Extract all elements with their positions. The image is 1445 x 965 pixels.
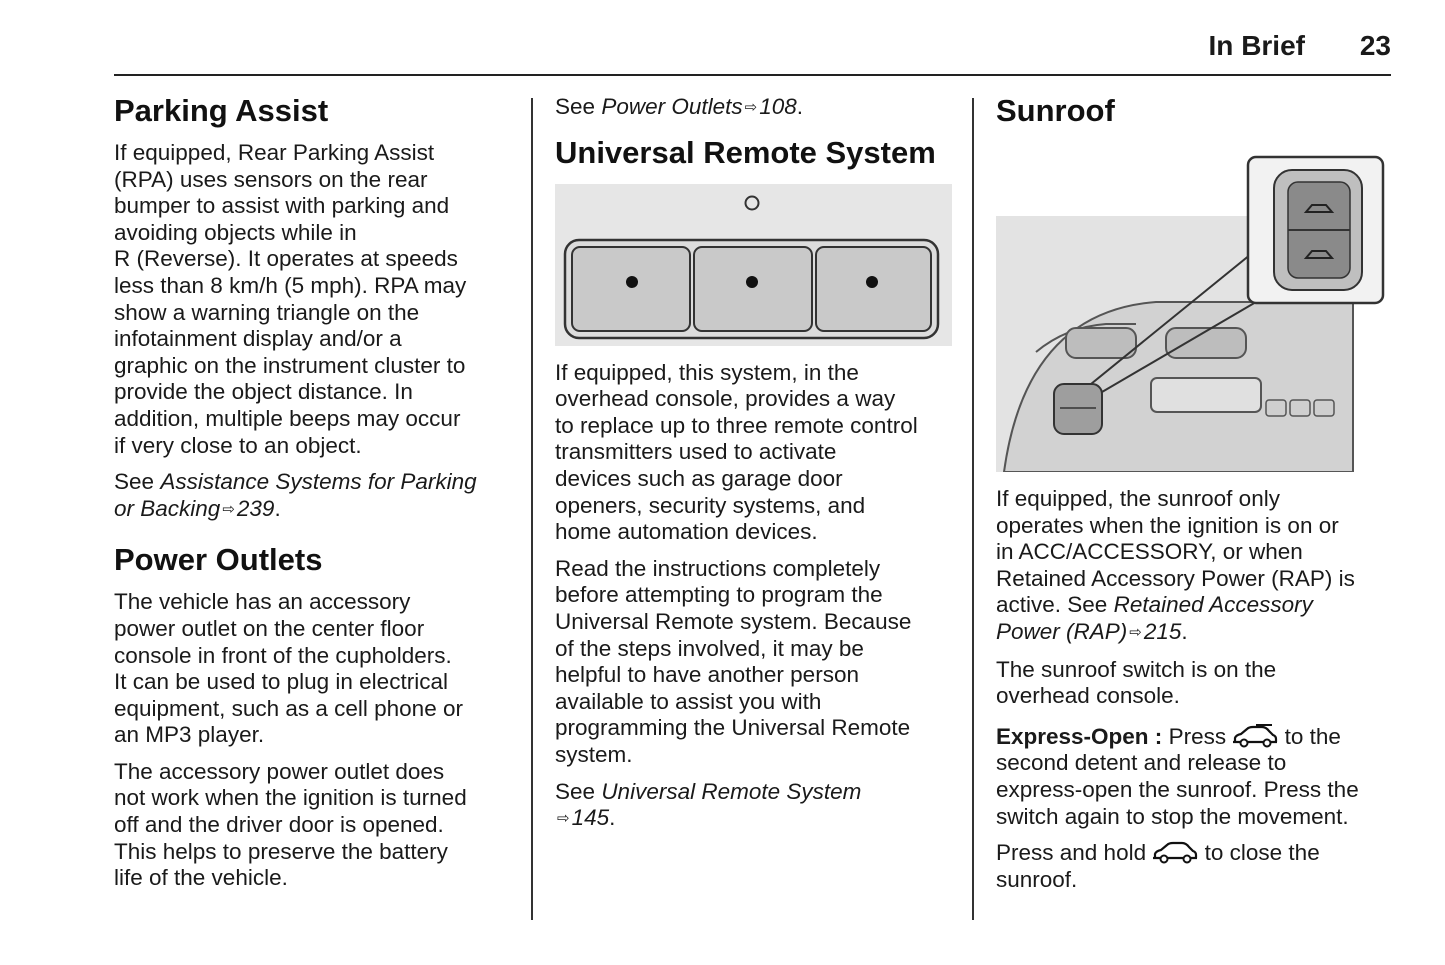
universal-remote-see-reference: See Universal Remote System ⇨145. <box>555 779 955 833</box>
power-outlets-para-1: The vehicle has an accessory power outlet on the center floor console in front of the cupholders. It can be used to plug in electrical equipment, such as a cell phone or an MP3 player. <box>114 589 463 748</box>
sunroof-express-open: Express-Open : Press to the second detent and release to express-open the sunroof. Press the switch again to stop the movement. <box>996 723 1359 829</box>
page-reference[interactable]: 145 <box>571 805 610 831</box>
universal-remote-para-1: If equipped, this system, in the overhead console, provides a way to replace up to three remote control transmitters used to activate devices such as garage door openers, security systems, and home automation devices. <box>555 359 918 545</box>
parking-assist-body: If equipped, Rear Parking Assist (RPA) uses sensors on the rear bumper to assist with parking and avoiding objects while in R (Reverse). It operates at speeds less than 8 km/h (5 mph). RPA may show a warning triangle on the infotainment display and/or a graphic on the instrument cluster to provide the object distance. In addition, multiple beeps may occur if very close to an object. <box>114 140 467 458</box>
parking-assist-see-reference: See Assistance Systems for Parking or Backing ⇨239. <box>114 469 514 523</box>
reference-arrow-icon: ⇨ <box>557 810 570 828</box>
express-open-label: Express-Open : <box>996 723 1163 749</box>
sunroof-close-icon <box>1152 840 1198 864</box>
sunroof-close-instruction: Press and hold to close the sunroof. <box>996 840 1320 892</box>
sunroof-switch-small <box>1054 384 1102 434</box>
universal-remote-illustration <box>555 184 952 346</box>
universal-remote-para-2: Read the instructions completely before attempting to program the Universal Remote system. Because of the steps involved, it may be helpful to have another person available to assist you with programming the Universal Remote system. <box>555 555 912 767</box>
sunroof-para-1: If equipped, the sunroof only operates when the ignition is on or in ACC/ACCESSORY, or when Retained Accessory Power (RAP) is active. See Retained Accessory Power (RAP) ⇨215. <box>996 486 1396 647</box>
sunroof-para-2: The sunroof switch is on the overhead console. <box>996 656 1277 709</box>
cross-reference-link[interactable]: Retained Accessory <box>1113 592 1313 618</box>
page-reference[interactable]: 108 <box>759 94 797 119</box>
column-middle <box>555 94 955 843</box>
column-right <box>996 92 1396 903</box>
sunroof-open-icon <box>1232 724 1278 748</box>
cross-reference-link[interactable]: Universal Remote System <box>601 778 862 804</box>
page-reference[interactable]: 215 <box>1143 618 1182 644</box>
section-title: In Brief <box>1208 30 1305 61</box>
remote-button-1 <box>572 247 690 331</box>
page-number: 23 <box>1359 30 1391 61</box>
sunroof-heading: Sunroof <box>996 93 1115 128</box>
button-dot-icon <box>626 276 638 288</box>
display-window <box>1151 378 1261 412</box>
page-reference[interactable]: 239 <box>236 495 275 521</box>
reference-arrow-icon: ⇨ <box>222 500 235 518</box>
universal-remote-heading: Universal Remote System <box>555 134 936 170</box>
button-dot-icon <box>746 276 758 288</box>
power-outlets-heading: Power Outlets <box>114 542 323 578</box>
column-divider-2 <box>972 98 974 920</box>
reference-arrow-icon: ⇨ <box>744 99 758 116</box>
sunroof-console-illustration <box>996 152 1388 472</box>
column-left <box>114 92 514 902</box>
remote-button-3 <box>816 247 931 331</box>
map-light-lens <box>1066 328 1136 358</box>
remote-button-2 <box>694 247 812 331</box>
cross-reference-link[interactable]: Assistance Systems for Parking <box>160 469 477 495</box>
cross-reference-link[interactable]: Power Outlets <box>601 94 743 119</box>
map-light-lens <box>1166 328 1246 358</box>
power-outlets-para-2: The accessory power outlet does not work when the ignition is turned off and the driver door is opened. This helps to preserve the battery life of the vehicle. <box>114 758 467 891</box>
reference-arrow-icon: ⇨ <box>1129 623 1142 641</box>
parking-assist-heading: Parking Assist <box>114 93 329 128</box>
column-divider-1 <box>531 98 533 920</box>
page-header <box>114 28 1391 76</box>
power-outlets-see-reference: See Power Outlets ⇨108. <box>555 94 955 122</box>
button-dot-icon <box>866 276 878 288</box>
